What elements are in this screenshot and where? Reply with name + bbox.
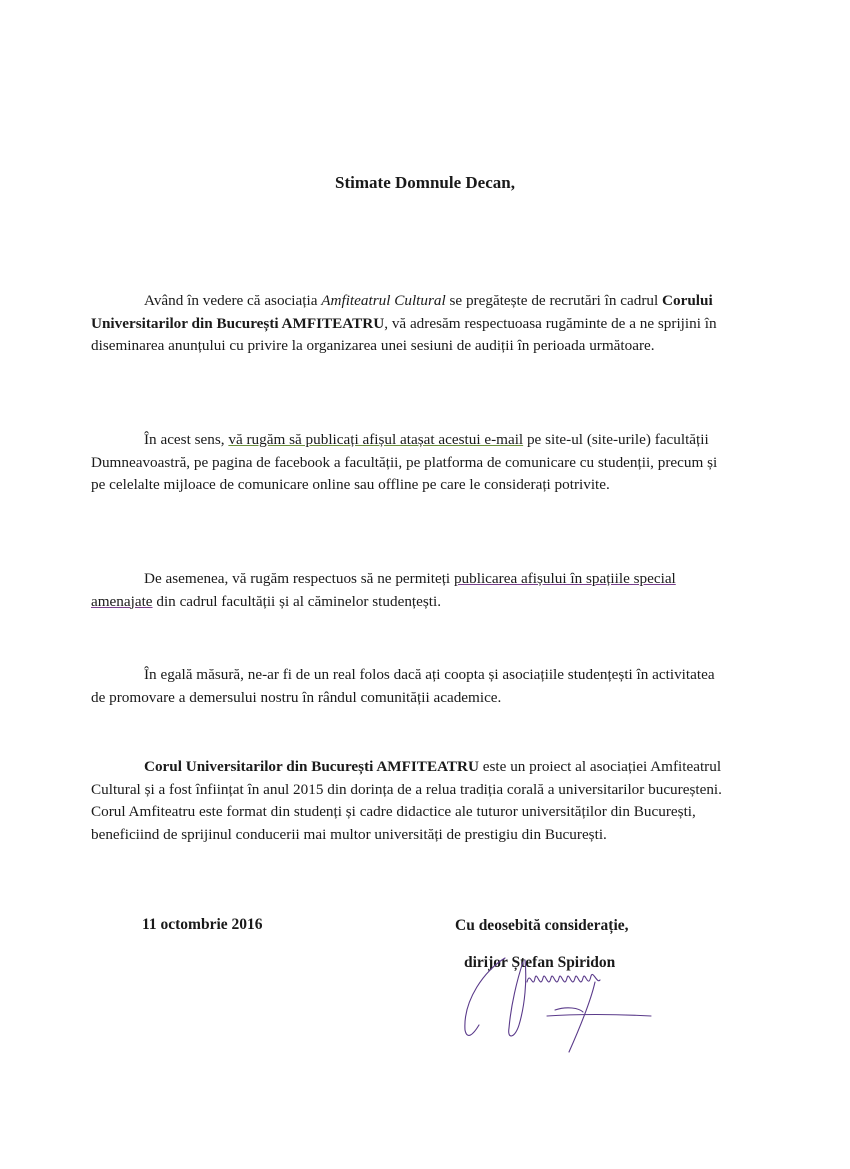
p3-underlined-request: publicarea afișului în spațiile special amenajate	[91, 570, 676, 610]
p2-underlined-request: vă rugăm să publicați afișul atașat acestui e-mail	[228, 431, 524, 448]
p2-text-a: În acest sens,	[144, 431, 229, 448]
paragraph-choir-description	[91, 756, 731, 846]
p1-text-e: , vă adresăm respectuoasa rugăminte de a ne sprijini în diseminarea anunțului cu privire la organizarea unei sesiuni de audiții în perioada următoare.	[91, 314, 717, 354]
salutation: Stimate Domnule Decan,	[335, 173, 515, 192]
p3-text-a: De asemenea, vă rugăm respectuos să ne permiteți	[144, 570, 454, 587]
paragraph-student-associations	[91, 664, 731, 709]
p5-choir-name: Corul Universitarilor din București AMFITEATRU	[144, 758, 479, 775]
p1-association-name: Amfiteatrul Cultural	[321, 292, 446, 309]
paragraph-poster-request	[91, 429, 731, 497]
p1-text-c: se pregătește de recrutări în cadrul	[445, 292, 663, 309]
p5-text-b: este un proiect al asociației Amfiteatrul Cultural și a fost înființat în anul 2015 din dorința de a relua tradiția corală a universitarilor bucureșteni. Corul Amfiteatru este format din studenți și cadre didactice ale tuturor universităților din București, beneficiind de sprijinul conducerii mai multor universități de prestigiu din București.	[91, 758, 722, 843]
signer-name: dirijor Ștefan Spiridon	[464, 954, 616, 971]
p1-choir-name: Corului Universitarilor din București AMFITEATRU	[91, 292, 713, 332]
p2-text-c: pe site-ul (site-urile) facultății Dumneavoastră, pe pagina de facebook a facultății, pe platforma de comunicare cu studenții, precum și pe celelalte mijloace de comunicare online sau offline pe care le considerați potrivite.	[91, 431, 718, 493]
paragraph-recruitment	[91, 290, 731, 358]
handwritten-signature	[455, 940, 665, 1060]
closing-formula: Cu deosebită considerație,	[455, 917, 629, 934]
p1-text-a: Având în vedere că asociația	[144, 292, 322, 309]
p3-text-c: din cadrul facultății și al căminelor studențești.	[152, 592, 442, 610]
p4-text-a: În egală măsură, ne-ar fi de un real folos dacă ați coopta și asociațiile studențești în activitatea de promovare a demersului nostru în rândul comunității academice.	[91, 666, 715, 706]
paragraph-display-request	[91, 568, 731, 613]
letter-date: 11 octombrie 2016	[142, 916, 263, 933]
